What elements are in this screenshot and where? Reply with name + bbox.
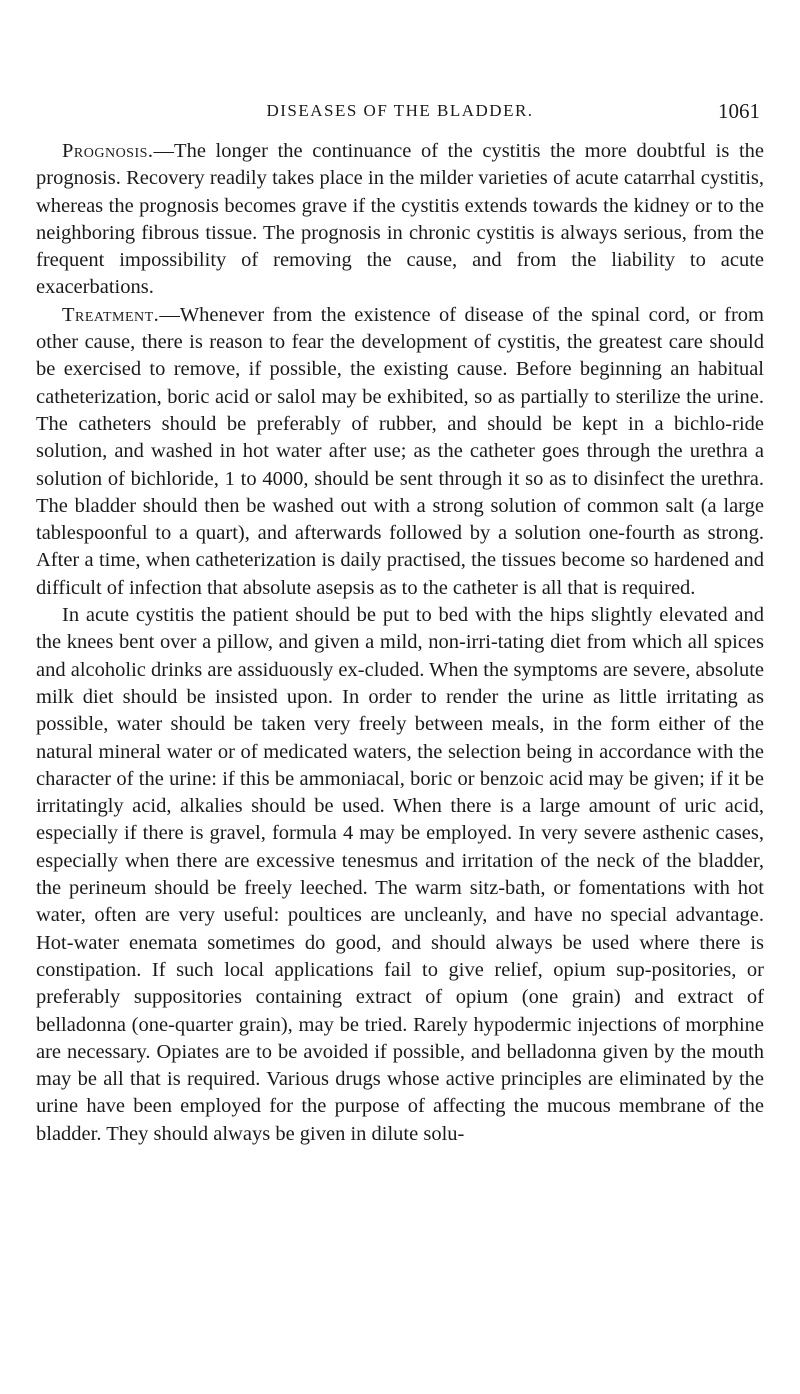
body-text [36, 138, 764, 1148]
page-number: 1061 [718, 99, 760, 123]
paragraph-text: —The longer the continuance of the cystitis the more doubtful is the prognosis. Recovery readily takes place in the milder varieties of acute catarrhal cystitis, whereas the prognosis becomes grave if the cystitis extends towards the kidney or to the neighboring fibrous tissue. The prognosis in chronic cystitis is always serious, from the frequent impossibility of removing the cause, and from the liability to acute exacerbations. [36, 140, 764, 299]
paragraph-text: —Whenever from the existence of disease of the spinal cord, or from other cause, there is reason to fear the development of cystitis, the greatest care should be exercised to remove, if possible, the existing cause. Before beginning an habitual catheterization, boric acid or salol may be exhibited, so as partially to sterilize the urine. The catheters should be preferably of rubber, and should be kept in a bichlo-ride solution, and washed in hot water after use; as the catheter goes through the urethra a solution of bichloride, 1 to 4000, should be sent through it so as to disinfect the urethra. The bladder should then be washed out with a strong solution of common salt (a large tablespoonful to a quart), and afterwards followed by a solution one-fourth as strong. After a time, when catheterization is daily practised, the tissues become so hardened and difficult of infection that absolute asepsis as to the catheter is all that is required. [36, 303, 764, 599]
running-title: DISEASES OF THE BLADDER. [266, 101, 534, 120]
section-heading-treatment: Treatment. [62, 303, 160, 326]
paragraph-treatment [36, 302, 764, 602]
paragraph-text: In acute cystitis the patient should be put to bed with the hips slightly elevated and the knees bent over a pillow, and given a mild, non-irri-tating diet from which all spices and alcoholic drinks are assiduously ex-cluded. When the symptoms are severe, absolute milk diet should be insisted upon. In order to render the urine as little irritating as possible, water should be taken very freely between meals, in the form either of the natural mineral water or of medicated waters, the selection being in accordance with the character of the urine: if this be ammoniacal, boric or benzoic acid may be given; if it be irritatingly acid, alkalies should be used. When there is a large amount of uric acid, especially if there is gravel, formula 4 may be employed. In very severe asthenic cases, especially when there are excessive tenesmus and irritation of the neck of the bladder, the perineum should be freely leeched. The warm sitz-bath, or fomentations with hot water, often are very useful: poultices are uncleanly, and have no special advantage. Hot-water enemata sometimes do good, and should always be used where there is constipation. If such local applications fail to give relief, opium sup-positories, or preferably suppositories containing extract of opium (one grain) and extract of belladonna (one-quarter grain), may be tried. Rarely hypodermic injections of morphine are necessary. Opiates are to be avoided if possible, and belladonna given by the mouth may be all that is required. Various drugs whose active principles are eliminated by the urine have been employed for the purpose of affecting the mucous membrane of the bladder. They should always be given in dilute solu- [36, 604, 764, 1145]
book-page [36, 0, 764, 1394]
section-heading-prognosis: Prognosis. [62, 140, 154, 162]
paragraph-acute-cystitis [36, 602, 764, 1148]
running-head [36, 94, 764, 128]
paragraph-prognosis [36, 138, 764, 302]
